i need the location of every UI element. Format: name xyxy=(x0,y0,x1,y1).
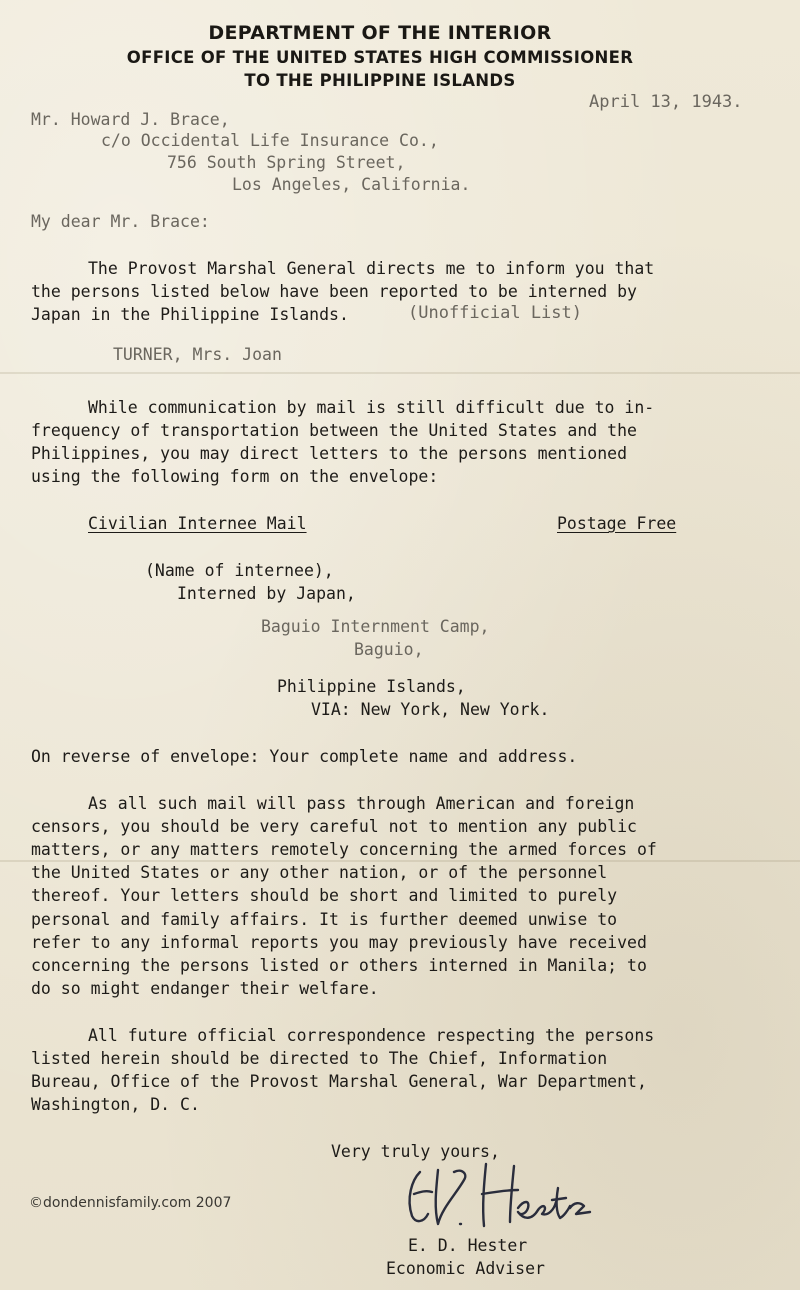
recipient-city: Los Angeles, California. xyxy=(232,175,471,194)
communication-line: using the following form on the envelope: xyxy=(31,467,439,486)
intro-line: Japan in the Philippine Islands. xyxy=(31,305,349,324)
censor-line: concerning the persons listed or others interned in Manila; to xyxy=(31,956,647,975)
envelope-heading-left: Civilian Internee Mail xyxy=(88,514,307,533)
recipient-company: c/o Occidental Life Insurance Co., xyxy=(101,131,439,150)
internee-name: TURNER, Mrs. Joan xyxy=(113,345,282,364)
censor-line: censors, you should be very careful not to mention any public xyxy=(31,817,637,836)
recipient-name: Mr. Howard J. Brace, xyxy=(31,110,230,129)
intro-line: The Provost Marshal General directs me to inform you that xyxy=(88,259,655,278)
future-line: Washington, D. C. xyxy=(31,1095,200,1114)
copyright-watermark: ©dondennisfamily.com 2007 xyxy=(29,1195,232,1211)
fold-crease xyxy=(0,372,800,374)
future-line: Bureau, Office of the Provost Marshal General, War Department, xyxy=(31,1072,647,1091)
censor-line: do so might endanger their welfare. xyxy=(31,979,379,998)
signer-title: Economic Adviser xyxy=(386,1259,545,1278)
letterhead-office: OFFICE OF THE UNITED STATES HIGH COMMISSIONER xyxy=(126,48,634,67)
future-line: All future official correspondence respecting the persons xyxy=(88,1026,655,1045)
censor-line: the United States or any other nation, or of the personnel xyxy=(31,863,608,882)
intro-line: the persons listed below have been reported to be interned by xyxy=(31,282,637,301)
unofficial-list-note: (Unofficial List) xyxy=(408,303,582,323)
censor-line: personal and family affairs. It is further deemed unwise to xyxy=(31,910,618,929)
letterhead-location: TO THE PHILIPPINE ISLANDS xyxy=(244,71,516,90)
envelope-heading-right: Postage Free xyxy=(557,514,677,533)
envelope-camp-city: Baguio, xyxy=(354,640,424,659)
censor-line: thereof. Your letters should be short and limited to purely xyxy=(31,886,618,905)
fold-crease xyxy=(0,860,800,862)
envelope-country: Philippine Islands, xyxy=(277,677,466,696)
censor-line: refer to any informal reports you may previously have received xyxy=(31,933,647,952)
censor-line: matters, or any matters remotely concerning the armed forces of xyxy=(31,840,657,859)
envelope-line: (Name of internee), xyxy=(145,561,334,580)
communication-line: frequency of transportation between the United States and the xyxy=(31,421,637,440)
communication-line: While communication by mail is still difficult due to in- xyxy=(88,398,655,417)
future-line: listed herein should be directed to The Chief, Information xyxy=(31,1049,608,1068)
communication-line: Philippines, you may direct letters to the persons mentioned xyxy=(31,444,628,463)
recipient-street: 756 South Spring Street, xyxy=(167,153,406,172)
envelope-line: Interned by Japan, xyxy=(177,584,356,603)
handwritten-signature xyxy=(398,1150,598,1235)
envelope-via: VIA: New York, New York. xyxy=(311,700,550,719)
salutation: My dear Mr. Brace: xyxy=(31,212,210,231)
envelope-camp: Baguio Internment Camp, xyxy=(261,617,490,636)
letter-date: April 13, 1943. xyxy=(589,92,743,112)
closing: Very truly yours, xyxy=(331,1142,500,1161)
censor-line: As all such mail will pass through American and foreign xyxy=(88,794,635,813)
signer-name: E. D. Hester xyxy=(408,1236,528,1255)
reverse-envelope-note: On reverse of envelope: Your complete name and address. xyxy=(31,747,578,766)
letterhead-department: DEPARTMENT OF THE INTERIOR xyxy=(208,22,552,44)
